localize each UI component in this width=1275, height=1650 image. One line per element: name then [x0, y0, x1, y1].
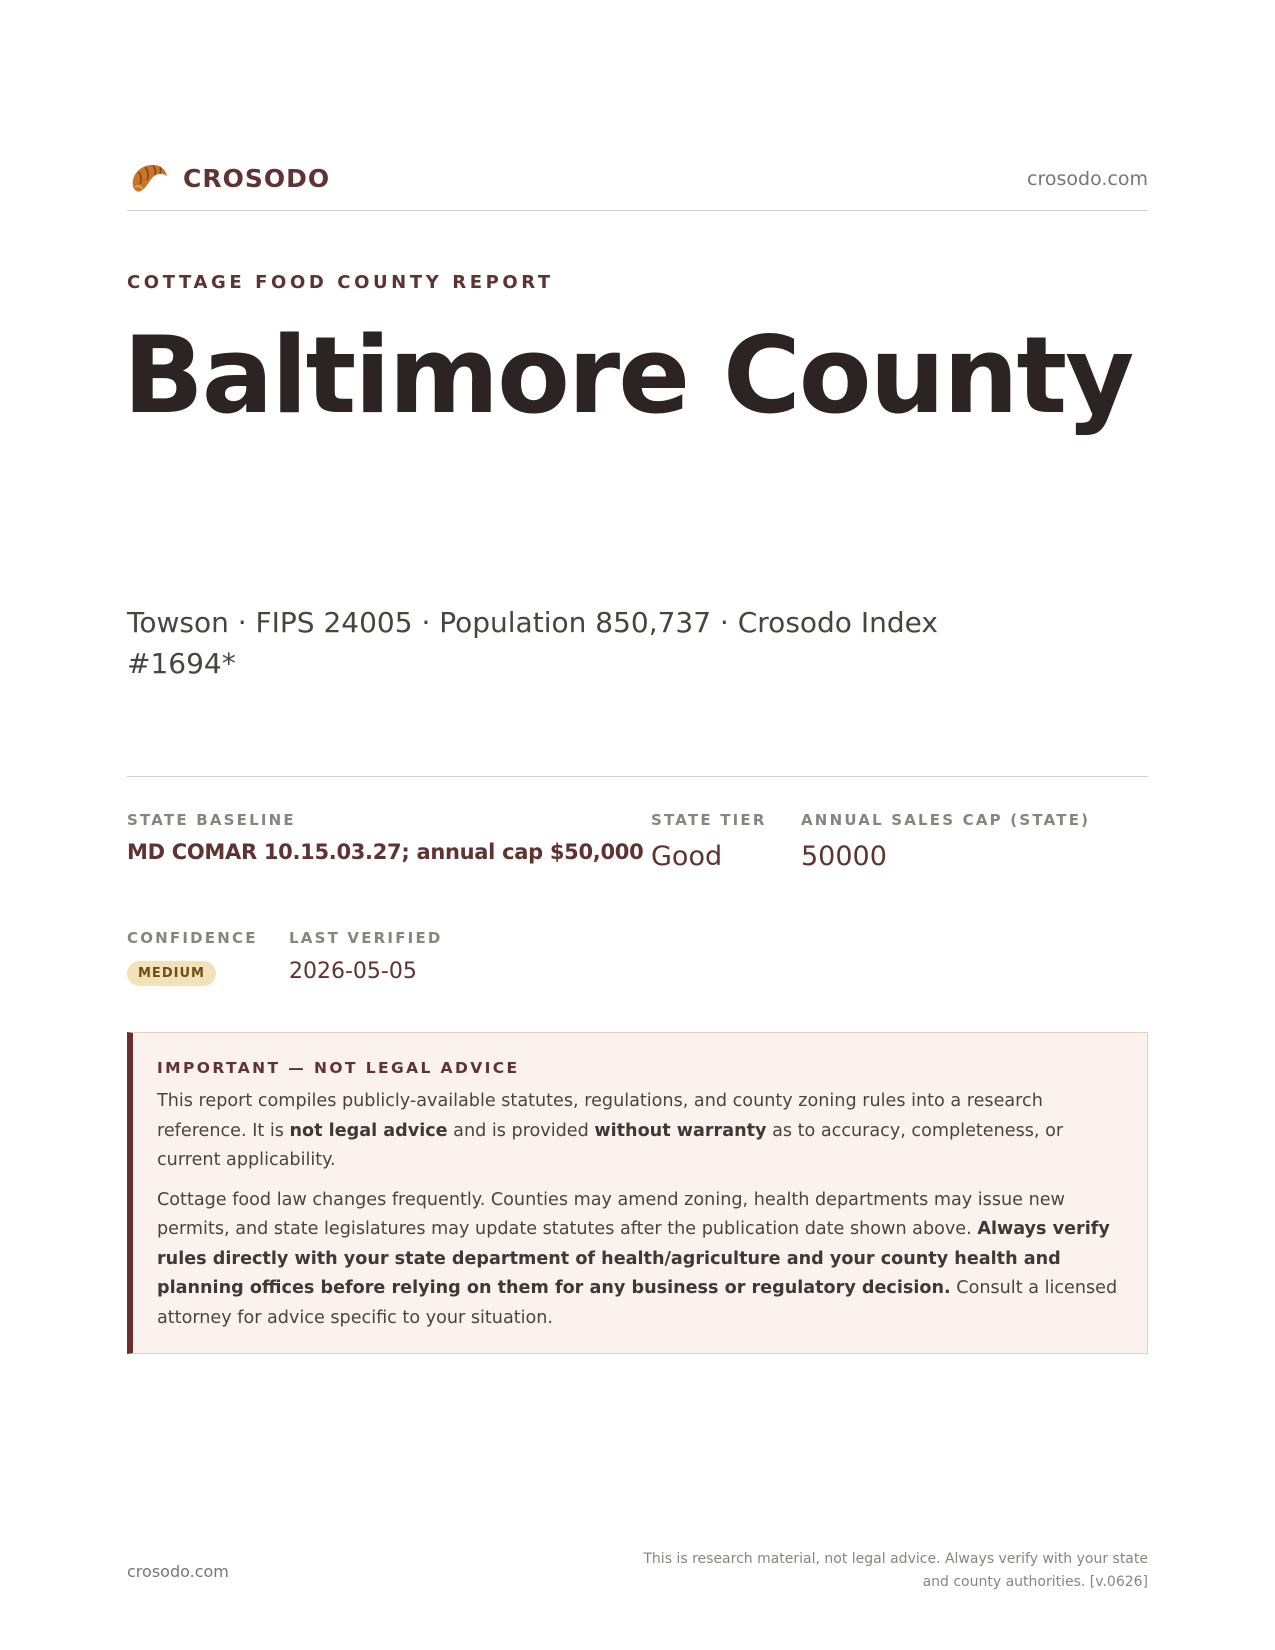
notice-emphasis: without warranty — [594, 1120, 767, 1141]
notice-text: and is provided — [447, 1120, 595, 1141]
last-verified-field — [289, 929, 443, 984]
brand[interactable] — [129, 160, 330, 196]
notice-text: as to accuracy, completeness, or current applicability. — [157, 1120, 1064, 1170]
footer-site-link[interactable]: crosodo.com — [127, 1562, 229, 1581]
notice-text: This report compiles publicly-available statutes, regulations, and county zoning rules into a research reference. It is — [157, 1091, 1043, 1141]
header-site-link[interactable]: crosodo.com — [1027, 168, 1148, 190]
annual-sales-cap-value: 50000 — [801, 841, 887, 872]
confidence-field — [127, 929, 258, 986]
notice-text: Cottage food law changes frequently. Counties may amend zoning, health departments may issue new permits, and state legislatures may update statutes after the publication date shown above. — [157, 1189, 1065, 1239]
legal-notice — [127, 1032, 1148, 1354]
confidence-badge: MEDIUM — [127, 961, 216, 986]
divider — [127, 776, 1148, 777]
state-tier-field — [651, 811, 767, 872]
county-subtitle: Towson · FIPS 24005 · Population 850,737 · Crosodo Index #1694* — [127, 606, 938, 680]
state-tier-value: Good — [651, 841, 723, 872]
state-tier-label: STATE TIER — [651, 811, 767, 829]
confidence-label: CONFIDENCE — [127, 929, 258, 947]
croissant-icon — [129, 160, 169, 196]
report-page — [123, 0, 1148, 1650]
notice-title: IMPORTANT — NOT LEGAL ADVICE — [157, 1059, 520, 1077]
last-verified-label: LAST VERIFIED — [289, 929, 443, 947]
state-baseline-label: STATE BASELINE — [127, 811, 296, 829]
notice-paragraph-1 — [157, 1087, 1121, 1176]
state-baseline-field — [127, 811, 643, 864]
last-verified-value: 2026-05-05 — [289, 959, 417, 984]
notice-emphasis: Always verify rules directly with your state department of health/agriculture and your county health and planning offices before relying on them for any business or regulatory decision. — [157, 1219, 1110, 1298]
notice-paragraph-2 — [157, 1186, 1121, 1334]
notice-text: Consult a licensed attorney for advice specific to your situation. — [157, 1278, 1118, 1328]
annual-sales-cap-label: ANNUAL SALES CAP (STATE) — [801, 811, 1091, 829]
notice-emphasis: not legal advice — [289, 1120, 448, 1141]
state-baseline-value: MD COMAR 10.15.03.27; annual cap $50,000 — [127, 840, 644, 864]
page-title: Baltimore County — [123, 314, 1133, 437]
page-header — [127, 158, 1148, 211]
brand-name: CROSODO — [183, 163, 331, 193]
footer-disclaimer: This is research material, not legal advice. Always verify with your state and county authorities. [v.0626] — [643, 1551, 1148, 1590]
annual-sales-cap-field — [801, 811, 1090, 872]
report-eyebrow: COTTAGE FOOD COUNTY REPORT — [127, 272, 554, 293]
